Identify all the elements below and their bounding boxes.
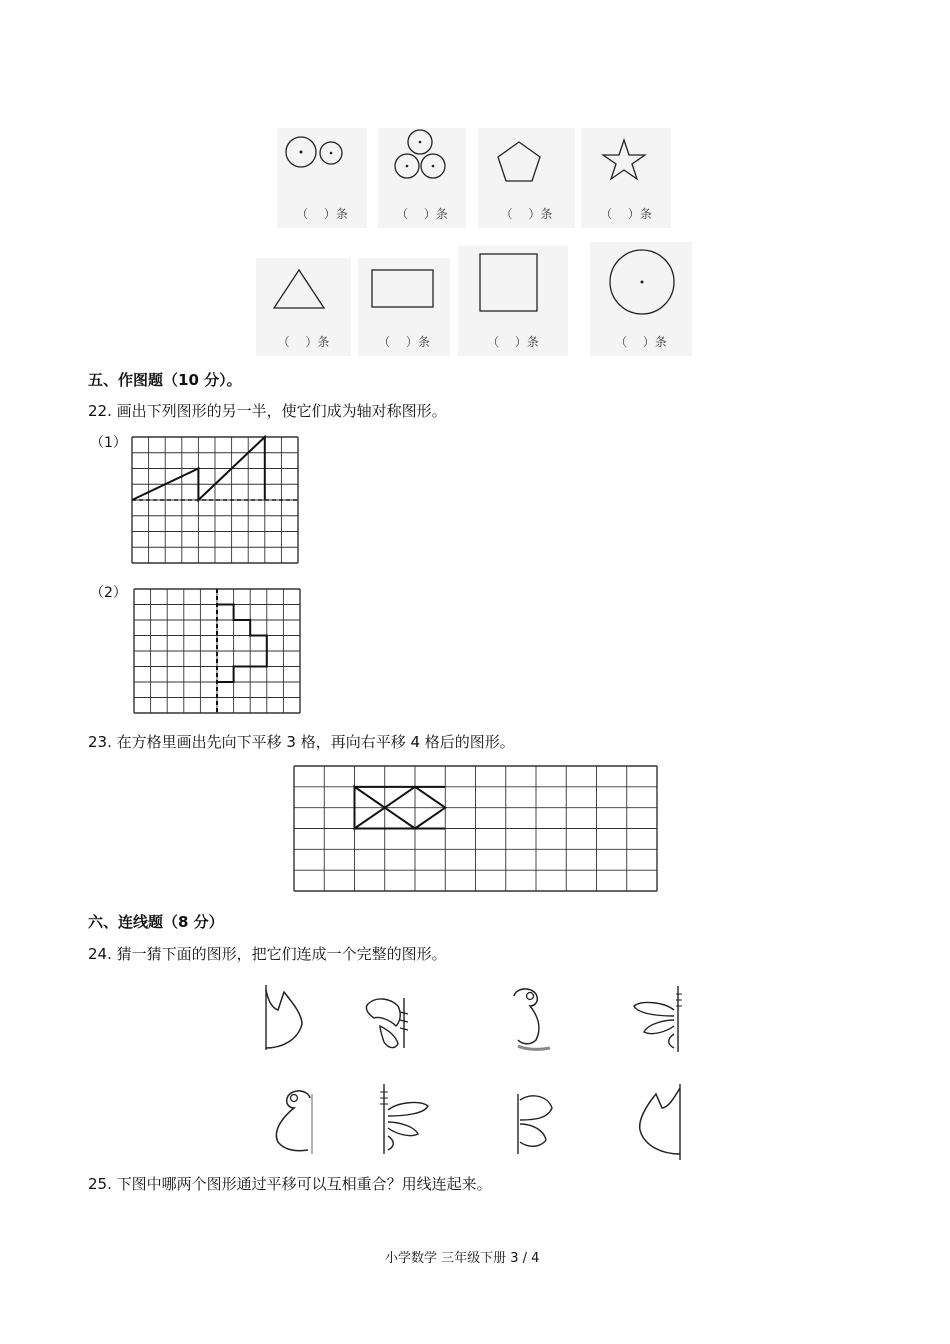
- shape-caption: （ ）条: [277, 335, 330, 349]
- q22-grid-2: [134, 589, 302, 714]
- shape-card-square: [458, 246, 568, 356]
- shape-caption: （ ）条: [396, 207, 448, 221]
- shape-card-two-circles: [277, 128, 367, 228]
- q24-text: 24. 猜一猜下面的图形，把它们连成一个完整的图形。: [88, 945, 447, 963]
- shape-caption: （ ）条: [487, 335, 539, 349]
- q22-sub2-label: （2）: [90, 585, 127, 601]
- half-bird-icon[interactable]: [510, 984, 560, 1054]
- half-dragonfly-icon[interactable]: [630, 984, 686, 1054]
- shape-caption: （ ）条: [378, 335, 430, 349]
- shape-card-star: [581, 128, 671, 228]
- half-dragonfly-left-icon[interactable]: [376, 1080, 436, 1158]
- q22-sub1-label: （1）: [90, 435, 127, 451]
- q25-text: 25. 下图中哪两个图形通过平移可以互相重合？用线连起来。: [88, 1175, 492, 1193]
- shape-caption: （ ）条: [296, 207, 348, 221]
- half-figure-outline: [217, 605, 267, 683]
- shape-caption: （ ）条: [600, 207, 652, 221]
- half-butterfly-icon[interactable]: [360, 990, 420, 1054]
- shape-card-circle: [590, 242, 692, 356]
- half-leaf-icon[interactable]: [258, 980, 308, 1054]
- half-leaf-right-icon[interactable]: [634, 1080, 686, 1162]
- half-butterfly-left-icon[interactable]: [508, 1090, 560, 1158]
- q22-grid-1: [132, 437, 302, 565]
- section-5-title: 五、作图题（10 分）。: [88, 371, 242, 389]
- q22-text: 22. 画出下列图形的另一半，使它们成为轴对称图形。: [88, 402, 447, 420]
- shape-card-three-circles: [378, 128, 466, 228]
- section-6-title: 六、连线题（8 分）: [88, 913, 224, 931]
- shape-card-triangle: [256, 258, 351, 356]
- shape-card-pentagon: [478, 128, 575, 228]
- half-bird-left-icon[interactable]: [268, 1086, 318, 1158]
- q23-text: 23. 在方格里画出先向下平移 3 格，再向右平移 4 格后的图形。: [88, 733, 515, 751]
- shape-caption: （ ）条: [615, 335, 667, 349]
- page-footer: 小学数学 三年级下册 3 / 4: [385, 1251, 540, 1266]
- shape-card-rectangle: [358, 258, 450, 356]
- q23-grid: [294, 766, 658, 892]
- shape-caption: （ ）条: [500, 207, 553, 221]
